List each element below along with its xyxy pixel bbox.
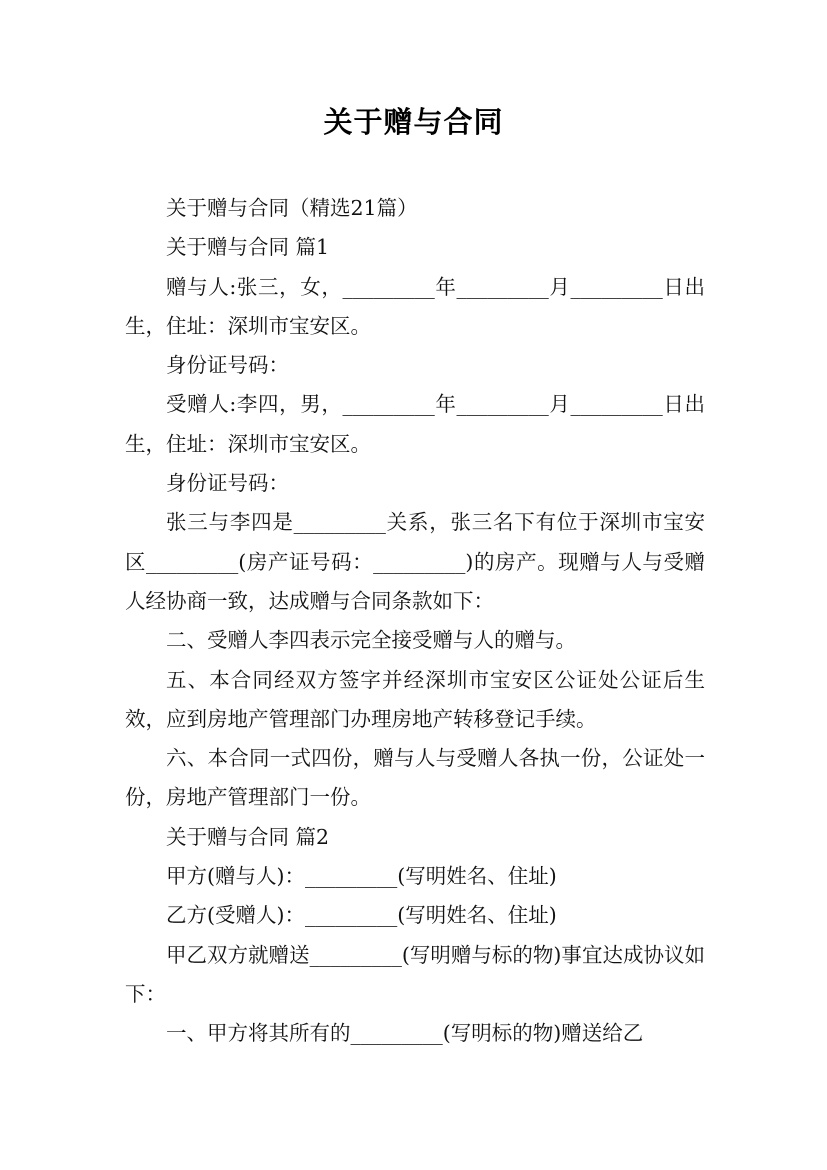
paragraph-subtitle: 关于赠与合同（精选21篇） <box>166 196 418 220</box>
paragraph-relationship: 张三与李四是_________关系，张三名下有位于深圳市宝安区_________(房产证号码：_________)的房产。现赠与人与受赠人经协商一致，达成赠与合同条款如下： <box>125 510 705 613</box>
paragraph-party-a: 甲方(赠与人)：_________(写明姓名、住址) <box>166 864 557 889</box>
document-title: 关于赠与合同 <box>323 105 504 139</box>
paragraph-donee-id: 身份证号码： <box>166 471 289 496</box>
paragraph-clause-5: 五、本合同经双方签字并经深圳市宝安区公证处公证后生效，应到房地产管理部门办理房地产转移登记手续。 <box>125 667 705 731</box>
section-heading-2: 关于赠与合同 篇2 <box>166 824 330 849</box>
paragraph-party-b: 乙方(受赠人)：_________(写明姓名、住址) <box>166 903 557 928</box>
document-body <box>125 189 705 1054</box>
paragraph-clause-1: 一、甲方将其所有的_________(写明标的物)赠送给乙 <box>166 1021 644 1046</box>
paragraph-clause-2: 二、受赠人李四表示完全接受赠与人的赠与。 <box>166 628 576 653</box>
paragraph-donee: 受赠人:李四，男，_________年_________月_________日出生，住址：深圳市宝安区。 <box>125 392 705 456</box>
paragraph-clause-6: 六、本合同一式四份，赠与人与受赠人各执一份，公证处一份，房地产管理部门一份。 <box>125 746 705 810</box>
paragraph-donor: 赠与人:张三，女，_________年_________月_________日出生，住址：深圳市宝安区。 <box>125 274 705 338</box>
paragraph-donor-id: 身份证号码： <box>166 353 289 378</box>
section-heading-1: 关于赠与合同 篇1 <box>166 235 330 260</box>
paragraph-agreement: 甲乙双方就赠送_________(写明赠与标的物)事宜达成协议如下： <box>125 942 705 1006</box>
